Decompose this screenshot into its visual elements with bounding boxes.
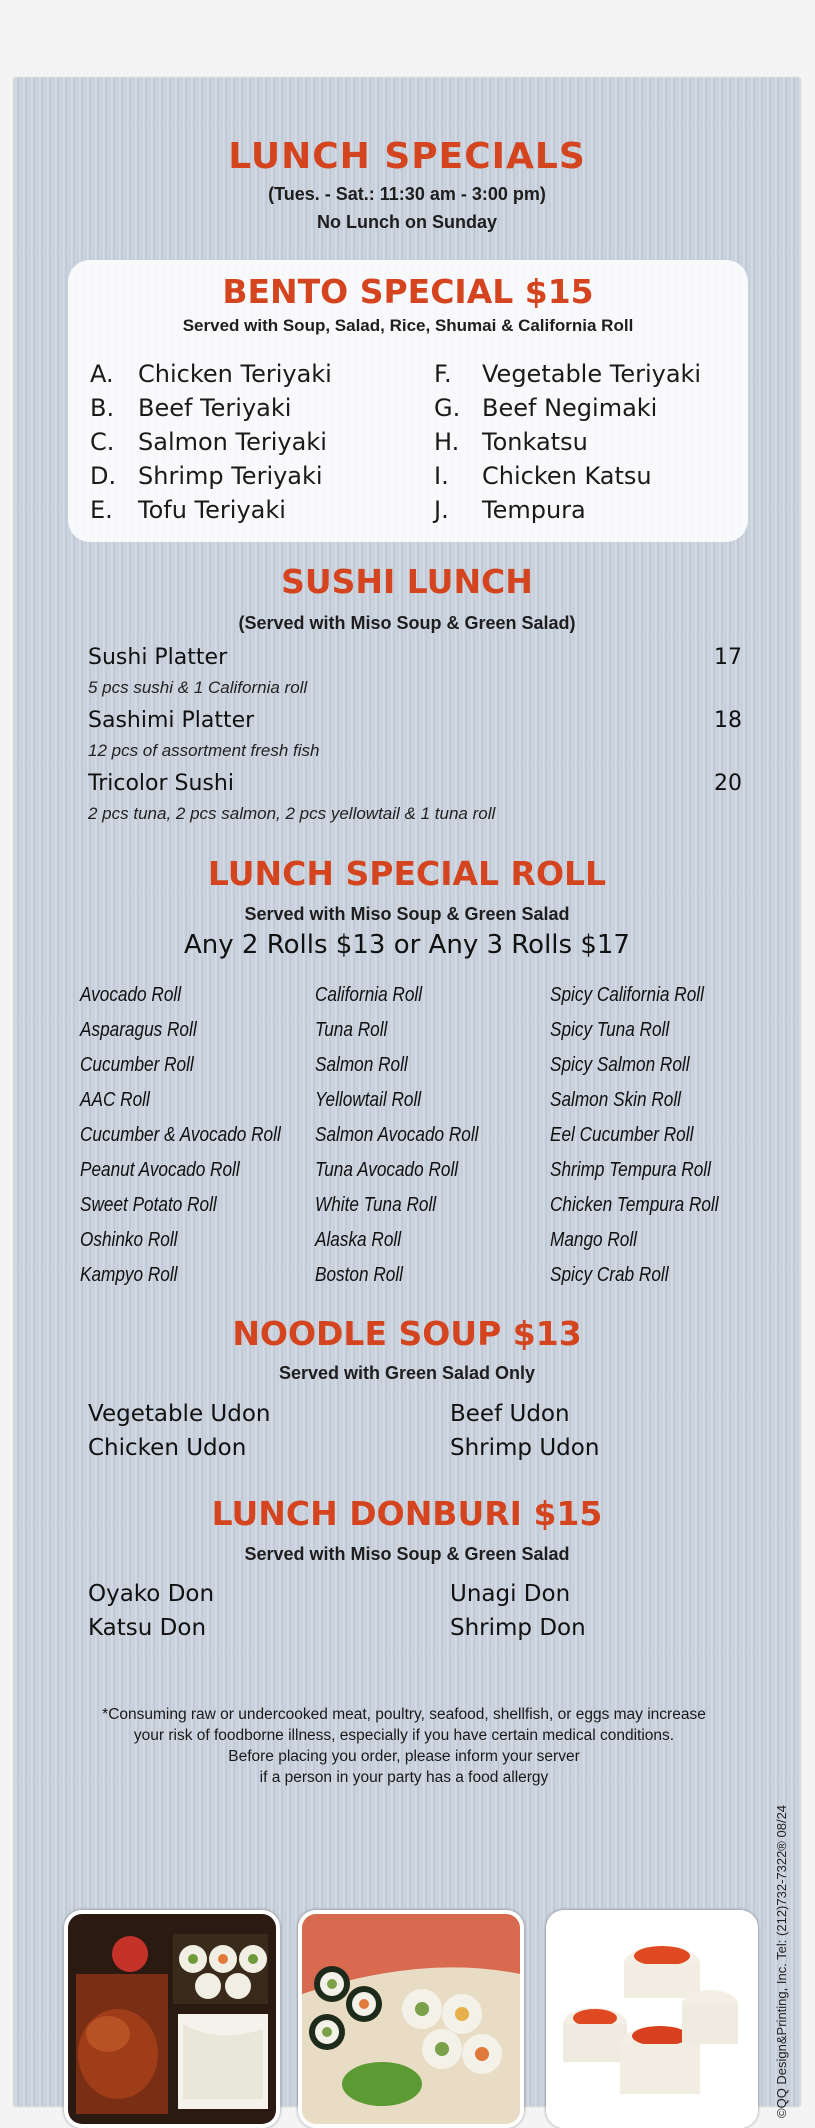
noodle-item: Shrimp Udon bbox=[450, 1435, 600, 1461]
bento-item: F. Vegetable Teriyaki bbox=[434, 360, 702, 388]
disclaimer-line: Before placing you order, please inform your server bbox=[228, 1748, 580, 1765]
roll-item: Salmon Skin Roll bbox=[550, 1089, 681, 1111]
bento-photo-art bbox=[68, 1914, 276, 2124]
bento-item: A. Chicken Teriyaki bbox=[90, 360, 332, 388]
sushi-item-price: 17 bbox=[714, 645, 742, 670]
bento-photo bbox=[64, 1910, 280, 2128]
sushi-item-desc: 12 pcs of assortment fresh fish bbox=[88, 741, 320, 760]
menu-page bbox=[14, 78, 800, 2118]
rolls-photo bbox=[546, 1910, 758, 2128]
bento-item: H. Tonkatsu bbox=[434, 428, 588, 456]
sushi-item-name: Sashimi Platter bbox=[88, 708, 255, 733]
roll-item: Sweet Potato Roll bbox=[80, 1194, 217, 1216]
lunch-specials-title: LUNCH SPECIALS bbox=[228, 136, 586, 177]
bento-item: C. Salmon Teriyaki bbox=[90, 428, 327, 456]
roll-item: Mango Roll bbox=[550, 1229, 638, 1251]
special-roll-subtitle: Served with Miso Soup & Green Salad bbox=[244, 904, 570, 924]
roll-item: Tuna Roll bbox=[315, 1019, 388, 1041]
special-roll-title: LUNCH SPECIAL ROLL bbox=[207, 854, 607, 893]
roll-item: Tuna Avocado Roll bbox=[315, 1159, 459, 1181]
roll-item: Avocado Roll bbox=[80, 984, 182, 1006]
roll-item: Peanut Avocado Roll bbox=[80, 1159, 240, 1181]
roll-item: Spicy Tuna Roll bbox=[550, 1019, 670, 1041]
noodle-item: Chicken Udon bbox=[88, 1435, 247, 1461]
lunch-hours: (Tues. - Sat.: 11:30 am - 3:00 pm) bbox=[268, 184, 546, 204]
rolls-photo-art bbox=[550, 1914, 754, 2124]
printer-credit: ©QQ Design&Printing, Inc. Tel: (212)732-7322® 08/24 bbox=[774, 1804, 789, 2118]
sushi-platter-art bbox=[302, 1914, 520, 2124]
roll-item: California Roll bbox=[315, 984, 423, 1006]
allergy-disclaimer bbox=[54, 1704, 754, 1788]
roll-item: Salmon Roll bbox=[315, 1054, 408, 1076]
noodle-item: Beef Udon bbox=[450, 1401, 570, 1427]
sushi-item-name: Sushi Platter bbox=[88, 645, 228, 670]
sushi-item-desc: 5 pcs sushi & 1 California roll bbox=[88, 678, 308, 697]
roll-item: Shrimp Tempura Roll bbox=[550, 1159, 711, 1181]
roll-item: Cucumber & Avocado Roll bbox=[80, 1124, 281, 1146]
donburi-item: Katsu Don bbox=[88, 1615, 207, 1641]
donburi-item: Unagi Don bbox=[450, 1581, 571, 1607]
roll-item: Salmon Avocado Roll bbox=[315, 1124, 479, 1146]
bento-item: B. Beef Teriyaki bbox=[90, 394, 292, 422]
roll-item: Asparagus Roll bbox=[80, 1019, 197, 1041]
donburi-title: LUNCH DONBURI $15 bbox=[211, 1494, 603, 1533]
bento-title: BENTO SPECIAL $15 bbox=[222, 272, 594, 311]
roll-item: Kampyo Roll bbox=[80, 1264, 178, 1286]
sushi-item-price: 20 bbox=[714, 771, 742, 796]
sushi-item-name: Tricolor Sushi bbox=[88, 771, 234, 796]
roll-item: Cucumber Roll bbox=[80, 1054, 194, 1076]
roll-item: Eel Cucumber Roll bbox=[550, 1124, 694, 1146]
sushi-item-desc: 2 pcs tuna, 2 pcs salmon, 2 pcs yellowtail & 1 tuna roll bbox=[88, 804, 496, 823]
bento-subtitle: Served with Soup, Salad, Rice, Shumai & California Roll bbox=[182, 316, 634, 335]
roll-item: Spicy California Roll bbox=[550, 984, 704, 1006]
sushi-lunch-subtitle: (Served with Miso Soup & Green Salad) bbox=[238, 613, 576, 633]
roll-item: Oshinko Roll bbox=[80, 1229, 178, 1251]
roll-item: AAC Roll bbox=[80, 1089, 150, 1111]
roll-item: Boston Roll bbox=[315, 1264, 403, 1286]
bento-item: I. Chicken Katsu bbox=[434, 462, 652, 490]
disclaimer-line: if a person in your party has a food allergy bbox=[259, 1769, 549, 1786]
bento-special-box bbox=[68, 260, 748, 542]
sushi-lunch-title: SUSHI LUNCH bbox=[281, 562, 533, 601]
bento-item: E. Tofu Teriyaki bbox=[90, 496, 286, 524]
disclaimer-line: *Consuming raw or undercooked meat, poultry, seafood, shellfish, or eggs may increase bbox=[102, 1706, 706, 1723]
bento-item: J. Tempura bbox=[434, 496, 586, 524]
roll-item: White Tuna Roll bbox=[315, 1194, 437, 1216]
bento-item: G. Beef Negimaki bbox=[434, 394, 658, 422]
donburi-item: Oyako Don bbox=[88, 1581, 215, 1607]
roll-item: Chicken Tempura Roll bbox=[550, 1194, 719, 1216]
sunday-notice: No Lunch on Sunday bbox=[317, 212, 497, 232]
noodle-soup-subtitle: Served with Green Salad Only bbox=[278, 1363, 536, 1383]
bento-item: D. Shrimp Teriyaki bbox=[90, 462, 323, 490]
roll-item: Yellowtail Roll bbox=[315, 1089, 422, 1111]
sushi-platter-photo bbox=[298, 1910, 524, 2128]
roll-item: Spicy Salmon Roll bbox=[550, 1054, 690, 1076]
noodle-soup-title: NOODLE SOUP $13 bbox=[232, 1314, 582, 1353]
roll-item: Alaska Roll bbox=[315, 1229, 402, 1251]
roll-item: Spicy Crab Roll bbox=[550, 1264, 669, 1286]
noodle-item: Vegetable Udon bbox=[88, 1401, 271, 1427]
donburi-item: Shrimp Don bbox=[450, 1615, 586, 1641]
donburi-subtitle: Served with Miso Soup & Green Salad bbox=[244, 1544, 570, 1564]
disclaimer-line: your risk of foodborne illness, especially if you have certain medical conditions. bbox=[133, 1727, 675, 1744]
sushi-item-price: 18 bbox=[714, 708, 742, 733]
roll-offer: Any 2 Rolls $13 or Any 3 Rolls $17 bbox=[184, 930, 630, 960]
